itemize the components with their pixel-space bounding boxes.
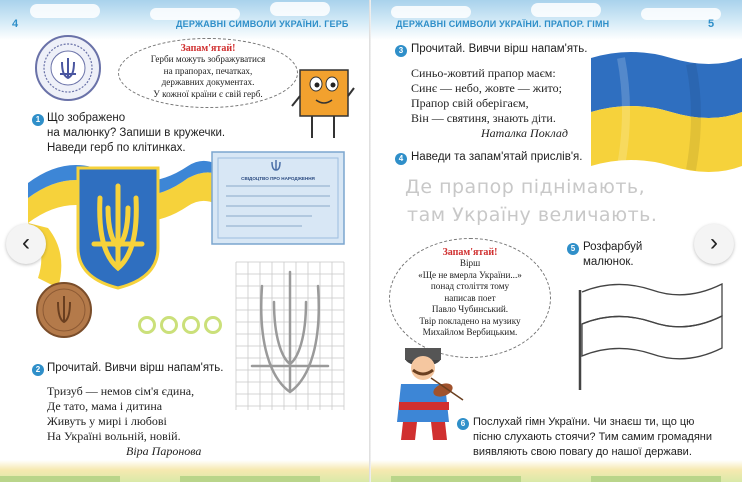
answer-circle[interactable] <box>182 316 200 334</box>
poem-author: Наталка Поклад <box>481 126 568 140</box>
task-6-text <box>473 415 712 460</box>
chevron-right-icon: › <box>710 229 718 256</box>
task-4-text: Наведи та запам'ятай прислів'я. <box>411 151 583 163</box>
task-line: Послухай гімн України. Чи знаєш ти, що цю <box>473 416 695 428</box>
answer-circle[interactable] <box>160 316 178 334</box>
task-3-text: Прочитай. Вивчи вірш напам'ять. <box>411 43 588 55</box>
certificate-title: СВІДОЦТВО ПРО НАРОДЖЕННЯ <box>241 176 315 181</box>
note-title: Запам'ятай! <box>442 247 498 258</box>
note-line: Вірш <box>459 258 481 268</box>
mascot-character <box>296 66 356 146</box>
poem-line: Він — святиня, знають діти. <box>411 111 556 125</box>
task-line: пісню слухають стоячи? Тим самим громадяни <box>473 431 713 443</box>
task-number-badge: 4 <box>395 153 407 165</box>
running-title: ДЕРЖАВНІ СИМВОЛИ УКРАЇНИ. ПРАПОР. ГІМН <box>396 19 610 29</box>
task-line: Розфарбуй <box>583 241 643 253</box>
remember-note <box>389 238 551 358</box>
proverb-trace-line[interactable]: Де прапор піднімають, <box>405 176 646 198</box>
field-footer <box>371 460 742 482</box>
poem-line: Тризуб — немов сім'я єдина, <box>47 384 195 398</box>
poem-author: Віра Паронова <box>126 444 202 458</box>
task-2-text: Прочитай. Вивчи вірш напам'ять. <box>47 362 224 374</box>
ukrainian-flag-image <box>591 50 742 172</box>
remember-note <box>118 38 298 108</box>
note-line: «Ще не вмерла України...» <box>418 269 522 280</box>
trace-grid[interactable] <box>236 262 344 410</box>
poem-line: На Україні вольній, новій. <box>47 429 181 443</box>
poem-line: Синє — небо, жовте — жито; <box>411 81 562 95</box>
task-line: виявляють свою повагу до нашої держави. <box>473 446 692 458</box>
chevron-left-icon: ‹ <box>22 229 30 256</box>
task-number-badge: 3 <box>395 45 407 57</box>
task-line: на малюнку? Запиши в кружечки. <box>47 127 226 139</box>
note-line: У кожної країни є свій герб. <box>153 88 263 99</box>
note-line: на прапорах, печатках, <box>163 65 253 76</box>
poem-line: Синьо-жовтий прапор маєм: <box>411 66 556 80</box>
task-line: Що зображено <box>47 112 126 124</box>
proverb-trace-line[interactable]: там Україну величають. <box>407 204 658 226</box>
poem-line: Живуть у мирі і любові <box>47 414 167 428</box>
note-line: Твір покладено на музику <box>419 315 521 326</box>
coin-image <box>36 282 92 338</box>
task-line: малюнок. <box>583 256 634 268</box>
next-page-button[interactable] <box>694 224 734 264</box>
cossack-violinist-image <box>383 344 467 444</box>
note-line: понад століття тому <box>430 281 510 291</box>
poem-line: Де тато, мама і дитина <box>47 399 163 413</box>
poem-line: Прапор свій оберігаєм, <box>411 96 529 110</box>
task-line: Наведи герб по клітинках. <box>47 142 186 154</box>
note-line: державних документах. <box>161 77 255 87</box>
task-number-badge: 6 <box>457 418 469 430</box>
page-number: 5 <box>708 18 715 30</box>
answer-circle[interactable] <box>204 316 222 334</box>
note-line: Михайлом Вербицьким. <box>422 327 518 337</box>
task-1-text <box>47 111 225 156</box>
note-line: Герби можуть зображуватися <box>150 54 266 64</box>
task-number-badge: 1 <box>32 114 44 126</box>
previous-page-button[interactable] <box>6 224 46 264</box>
note-line: Павло Чубинський. <box>431 304 509 314</box>
birth-certificate-image <box>212 152 344 244</box>
page-number: 4 <box>12 18 19 30</box>
right-page <box>371 0 742 482</box>
coat-of-arms-image <box>28 158 228 298</box>
poem-flag <box>411 66 562 126</box>
note-title: Запам'ятай! <box>180 43 236 54</box>
running-title: ДЕРЖАВНІ СИМВОЛИ УКРАЇНИ. ГЕРБ <box>176 19 349 29</box>
task-number-badge: 5 <box>567 243 579 255</box>
answer-circle[interactable] <box>138 316 156 334</box>
task-number-badge: 2 <box>32 364 44 376</box>
field-footer <box>0 460 371 482</box>
note-line: написав поет <box>444 292 496 303</box>
flag-outline-coloring[interactable] <box>576 260 726 390</box>
poem-trident <box>47 384 194 444</box>
stamp-icon <box>34 34 102 102</box>
